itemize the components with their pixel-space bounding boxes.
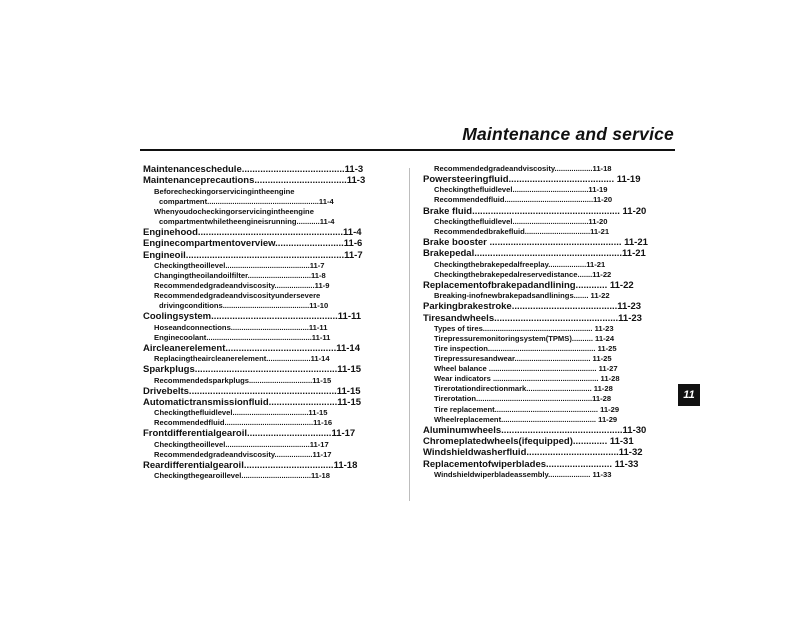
chapter-tab[interactable]: 11 (678, 384, 700, 406)
toc-section-entry[interactable]: Enginecompartmentoverview..........................11-6 (143, 238, 363, 250)
toc-subsection-entry[interactable]: Types of tires.................................................... 11-23 (434, 323, 614, 333)
toc-section-entry[interactable]: Automatictransmissionfluid..........................11-15 (143, 396, 362, 408)
toc-section-entry[interactable]: Chromeplatedwheels(ifequipped)............. 11-31 (423, 436, 634, 448)
toc-subsection-entry[interactable]: Tirepressuremonitoringsystem(TPMS).......... 11-24 (434, 333, 615, 343)
toc-subsection-entry[interactable]: Beforecheckingorservicingintheengine (154, 186, 295, 196)
toc-section-entry[interactable]: Replacementofbrakepadandlining............ 11-22 (423, 279, 634, 291)
toc-section-entry[interactable]: Engineoil............................................................11-7 (143, 249, 363, 261)
toc-subsection-entry[interactable]: Recommendedfluid..........................................11-20 (434, 195, 613, 205)
toc-subsection-entry[interactable]: Wheel balance ................................................... 11-27 (434, 364, 618, 374)
toc-section-entry[interactable]: Reardifferentialgearoil..................................11-18 (143, 459, 358, 471)
toc-subsection-entry[interactable]: Tire inspection................................................... 11-25 (434, 344, 617, 354)
toc-subsection-entry[interactable]: Recommendedgradeandviscosity..................11-18 (434, 164, 612, 173)
toc-subsection-entry[interactable]: compartment.....................................................11-4 (159, 196, 334, 206)
toc-subsection-entry[interactable]: Recommendedgradeandviscosityundersevere (154, 291, 321, 301)
toc-section-entry[interactable]: Aluminumwheels..............................................11-30 (423, 424, 647, 436)
page-title: Maintenance and service (462, 124, 674, 144)
toc-subsection-entry[interactable]: Whenyoudocheckingorservicingintheengine (154, 206, 314, 216)
toc-left-column (143, 164, 381, 481)
toc-section-entry[interactable]: Brake fluid........................................................ 11-20 (423, 205, 647, 217)
toc-subsection-entry[interactable]: Breaking-inofnewbrakepadsandlinings....... 11-22 (434, 291, 610, 301)
toc-subsection-entry[interactable]: Wheelreplacement............................................. 11-29 (434, 414, 618, 424)
toc-right-column (423, 164, 675, 480)
toc-section-entry[interactable]: Windshieldwasherfluid...................................11-32 (423, 447, 643, 459)
toc-section-entry[interactable]: Replacementofwiperblades......................... 11-33 (423, 458, 639, 470)
toc-subsection-entry[interactable]: Checkingtheoillevel........................................11-7 (154, 260, 325, 270)
toc-section-entry[interactable]: Maintenanceschedule.......................................11-3 (143, 164, 364, 175)
toc-section-entry[interactable]: Maintenanceprecautions...................................11-3 (143, 175, 366, 187)
toc-subsection-entry[interactable]: drivingconditions.........................................11-10 (159, 301, 329, 311)
toc-subsection-entry[interactable]: Hoseandconnections.....................................11-11 (154, 322, 328, 332)
toc-subsection-entry[interactable]: Replacingtheaircleanerelement.....................11-14 (154, 354, 330, 364)
toc-subsection-entry[interactable]: Checkingtheoillevel........................................11-17 (154, 439, 329, 449)
toc-subsection-entry[interactable]: Recommendedfluid..........................................11-16 (154, 418, 333, 428)
toc-subsection-entry[interactable]: Tire replacement................................................. 11-29 (434, 404, 620, 414)
toc-section-entry[interactable]: Parkingbrakestroke........................................11-23 (423, 301, 642, 313)
toc-subsection-entry[interactable]: Wear indicators .................................................. 11-28 (434, 374, 620, 384)
toc-subsection-entry[interactable]: Checkingthefluidlevel....................................11-15 (154, 408, 328, 418)
toc-subsection-entry[interactable]: Checkingthebrakepedalfreeplay..................11-21 (434, 259, 606, 269)
toc-subsection-entry[interactable]: Recommendedgradeandviscosity..................11-17 (154, 449, 332, 459)
toc-subsection-entry[interactable]: Tirerotation.......................................................11-28 (434, 394, 612, 404)
toc-subsection-entry[interactable]: Recommendedbrakefluid...............................11-21 (434, 226, 610, 236)
toc-subsection-entry[interactable]: Checkingthebrakepedalreservedistance.......11-22 (434, 269, 612, 279)
toc-subsection-entry[interactable]: Checkingthefluidlevel....................................11-19 (434, 185, 608, 195)
toc-section-entry[interactable]: Coolingsystem................................................11-11 (143, 311, 362, 323)
toc-subsection-entry[interactable]: Recommendedsparkplugs..............................11-15 (154, 375, 332, 385)
toc-subsection-entry[interactable]: Checkingthegearoillevel.................................11-18 (154, 471, 330, 481)
toc-section-entry[interactable]: Tiresandwheels...............................................11-23 (423, 312, 642, 324)
column-divider (409, 168, 410, 501)
toc-section-entry[interactable]: Enginehood.......................................................11-4 (143, 226, 362, 238)
toc-subsection-entry[interactable]: Enginecoolant..................................................11-11 (154, 332, 331, 342)
toc-section-entry[interactable]: Sparkplugs......................................................11-15 (143, 364, 362, 376)
toc-subsection-entry[interactable]: Tirepressuresandwear.................................... 11-25 (434, 354, 612, 364)
toc-section-entry[interactable]: Brakepedal........................................................11-21 (423, 248, 646, 260)
toc-subsection-entry[interactable]: Windshieldwiperbladeassembly.................... 11-33 (434, 469, 612, 479)
toc-section-entry[interactable]: Frontdifferentialgearoil................................11-17 (143, 428, 356, 440)
toc-subsection-entry[interactable]: Tirerotationdirectionmark............................... 11-28 (434, 384, 613, 394)
toc-section-entry[interactable]: Brake booster .................................................. 11-21 (423, 237, 648, 249)
toc-subsection-entry[interactable]: compartmentwhiletheengineisrunning...........11-4 (159, 216, 335, 226)
title-rule (140, 149, 675, 151)
toc-section-entry[interactable]: Drivebelts........................................................11-15 (143, 385, 361, 397)
toc-subsection-entry[interactable]: Recommendedgradeandviscosity...................11-9 (154, 281, 330, 291)
toc-subsection-entry[interactable]: Checkingthefluidlevel....................................11-20 (434, 216, 608, 226)
toc-section-entry[interactable]: Powersteeringfluid........................................ 11-19 (423, 174, 641, 186)
toc-subsection-entry[interactable]: Changingtheoilandoilfilter..............................11-8 (154, 270, 326, 280)
toc-section-entry[interactable]: Aircleanerelement..........................................11-14 (143, 342, 361, 354)
